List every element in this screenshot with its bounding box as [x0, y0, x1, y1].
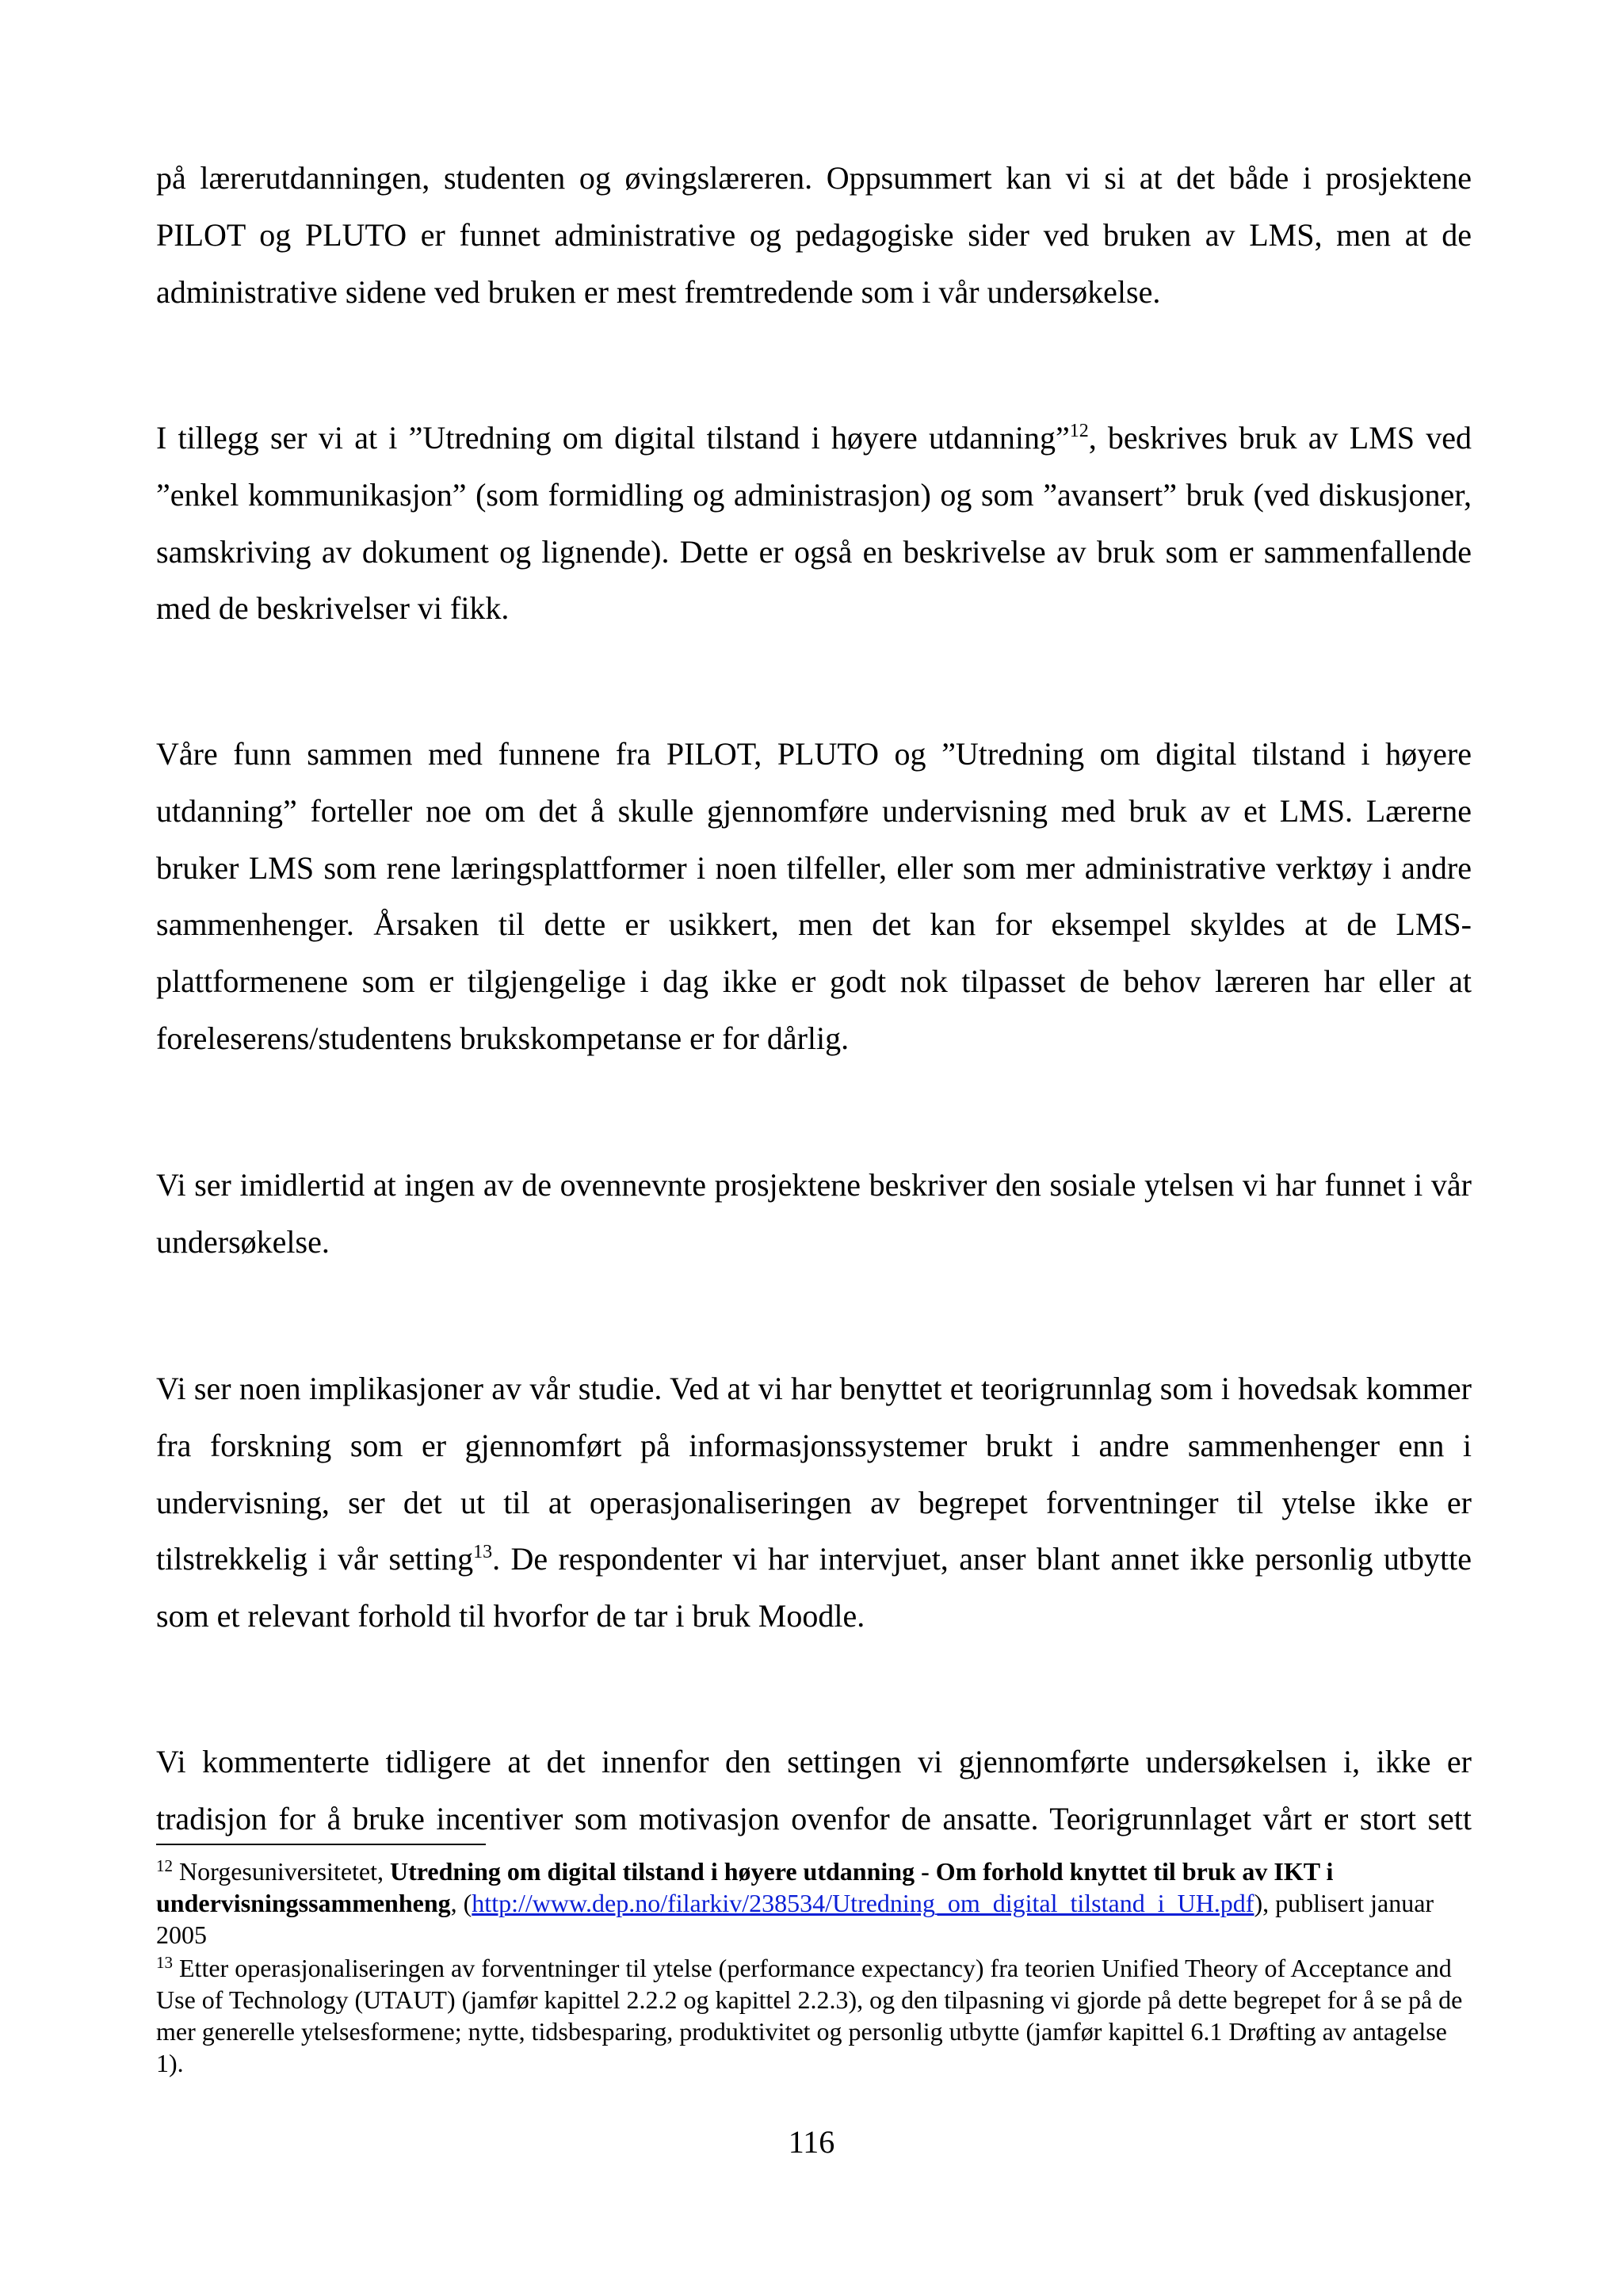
- paragraph-4: [156, 1157, 1472, 1271]
- footnote-13-number: 13: [156, 1953, 173, 1972]
- paragraph-1: [156, 150, 1472, 320]
- paragraph-5: [156, 1360, 1472, 1645]
- footnote-12-middle: , (: [450, 1889, 472, 1917]
- paragraph-2: [156, 410, 1472, 637]
- paragraph-2-text-before-ref: I tillegg ser vi at i ”Utredning om digital tilstand i høyere utdanning”: [156, 420, 1070, 456]
- footnote-13: [156, 1952, 1472, 2079]
- footnote-13-text: Etter operasjonaliseringen av forventninger til ytelse (performance expectancy) fra teorien Unified Theory of Acceptance and Use of Technology (UTAUT) (jamfør kapittel 2.2.2 og kapittel 2.2.3), og den tilpasning vi gjorde på dette begrepet for å se på de mer generelle ytelsesformene; nytte, tidsbesparing, produktivitet og personlig utbytte (jamfør kapittel 6.1 Drøfting av antagelse 1).: [156, 1954, 1463, 2077]
- paragraph-5-text-before-ref: Vi ser noen implikasjoner av vår studie. Ved at vi har benyttet et teorigrunnlag som i hovedsak kommer fra forskning som er gjennomført på informasjonssystemer brukt i andre sammenhenger enn i undervisning, ser det ut til at operasjonaliseringen av begrepet forventninger til ytelse ikke er tilstrekkelig i vår setting: [156, 1371, 1472, 1577]
- paragraph-3: [156, 726, 1472, 1067]
- footnote-reference-12[interactable]: 12: [1069, 421, 1089, 441]
- paragraph-6: [156, 1733, 1472, 1848]
- footnote-12: [156, 1855, 1472, 1951]
- paragraph-2-text-after-ref: , beskrives bruk av LMS ved ”enkel kommunikasjon” (som formidling og administrasjon) og som ”avansert” bruk (ved diskusjoner, samskriving av dokument og lignende). Dette er også en beskrivelse av bruk som er sammenfallende med de beskrivelser vi fikk.: [156, 420, 1472, 627]
- paragraph-3-text: Våre funn sammen med funnene fra PILOT, PLUTO og ”Utredning om digital tilstand i høyere utdanning” forteller noe om det å skulle gjennomføre undervisning med bruk av et LMS. Lærerne bruker LMS som rene læringsplattformer i noen tilfeller, eller som mer administrative verktøy i andre sammenhenger. Årsaken til dette er usikkert, men det kan for eksempel skyldes at de LMS-plattformenene som er tilgjengelige i dag ikke er godt nok tilpasset de behov læreren har eller at foreleserens/studentens brukskompetanse er for dårlig.: [156, 736, 1472, 1056]
- footnote-12-prefix: Norgesuniversitetet,: [179, 1857, 391, 1886]
- footnote-12-suffix: ), publisert januar 2005: [156, 1889, 1434, 1949]
- footnote-reference-13[interactable]: 13: [473, 1542, 493, 1563]
- paragraph-5-text-after-ref: . De respondenter vi har intervjuet, anser blant annet ikke personlig utbytte som et relevant forhold til hvorfor de tar i bruk Moodle.: [156, 1541, 1472, 1634]
- paragraph-6-text: Vi kommenterte tidligere at det innenfor den settingen vi gjennomførte undersøkelsen i, ikke er tradisjon for å bruke incentiver som motivasjon ovenfor de ansatte. Teorigrunnlaget vårt er stort sett: [156, 1744, 1472, 1836]
- paragraph-4-text: Vi ser imidlertid at ingen av de ovennevnte prosjektene beskriver den sosiale ytelsen vi har funnet i vår undersøkelse.: [156, 1167, 1472, 1260]
- footnote-12-link[interactable]: http://www.dep.no/filarkiv/238534/Utredning_om_digital_tilstand_i_UH.pdf: [472, 1889, 1254, 1917]
- footnote-12-title: Utredning om digital tilstand i høyere utdanning - Om forhold knyttet til bruk av IKT i undervisningssammenheng: [156, 1857, 1334, 1917]
- footnote-separator: [156, 1844, 486, 1845]
- page-number: 116: [788, 2124, 835, 2160]
- footnote-12-number: 12: [156, 1856, 173, 1875]
- paragraph-1-text: på lærerutdanningen, studenten og øvingslæreren. Oppsummert kan vi si at det både i prosjektene PILOT og PLUTO er funnet administrative og pedagogiske sider ved bruken av LMS, men at de administrative sidene ved bruken er mest fremtredende som i vår undersøkelse.: [156, 160, 1472, 310]
